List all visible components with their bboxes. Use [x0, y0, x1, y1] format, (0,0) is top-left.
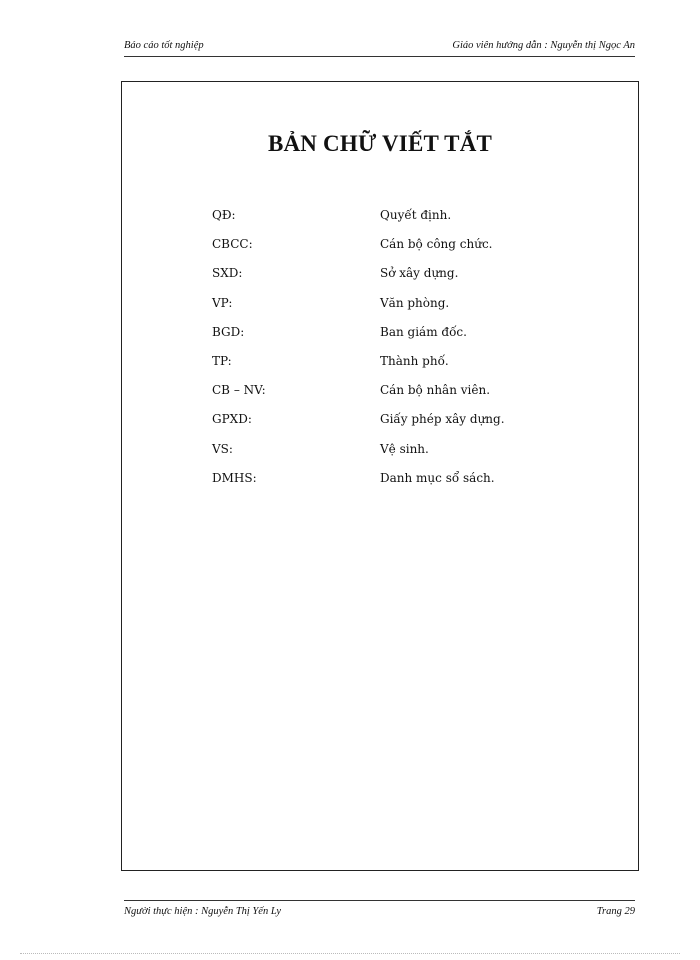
- abbreviation-row: [212, 293, 572, 322]
- abbreviation-meaning: Giấy phép xây dựng.: [380, 412, 505, 427]
- abbreviation-code: CBCC:: [212, 237, 253, 252]
- page-footer: [124, 906, 635, 924]
- abbreviation-meaning: Thành phố.: [380, 353, 449, 368]
- abbreviation-row: [212, 263, 572, 292]
- abbreviation-code: GPXD:: [212, 412, 252, 427]
- abbreviation-meaning: Ban giám đốc.: [380, 324, 467, 339]
- abbreviation-code: DMHS:: [212, 470, 257, 485]
- header-advisor: Giáo viên hướng dẫn : Nguyễn thị Ngọc An: [452, 40, 635, 51]
- abbreviation-meaning: Cán bộ công chức.: [380, 237, 493, 252]
- abbreviation-meaning: Văn phòng.: [380, 295, 450, 310]
- abbreviation-meaning: Sở xây dựng.: [380, 266, 459, 281]
- abbreviation-row: [212, 205, 572, 234]
- abbreviation-row: [212, 322, 572, 351]
- abbreviation-code: CB – NV:: [212, 383, 266, 398]
- header-report-title: Báo cáo tốt nghiệp: [124, 40, 204, 51]
- abbreviation-code: QĐ:: [212, 208, 236, 222]
- abbreviation-row: [212, 439, 572, 468]
- abbreviation-row: [212, 351, 572, 380]
- abbreviation-meaning: Vệ sinh.: [380, 441, 429, 456]
- abbreviation-row: [212, 234, 572, 263]
- abbreviation-row: [212, 380, 572, 409]
- footer-divider: [124, 900, 635, 901]
- header-divider: [124, 56, 635, 57]
- abbreviation-code: VP:: [212, 295, 233, 310]
- abbreviation-code: SXD:: [212, 266, 243, 281]
- abbreviation-row: [212, 409, 572, 438]
- abbreviation-row: [212, 468, 572, 497]
- abbreviation-meaning: Cán bộ nhân viên.: [380, 383, 491, 398]
- page-bottom-dotted-line: [20, 953, 680, 954]
- page-title: BẢN CHỮ VIẾT TẮT: [267, 131, 493, 156]
- abbreviation-code: TP:: [212, 353, 232, 368]
- abbreviation-meaning: Quyết định.: [380, 208, 452, 222]
- footer-page-number: Trang 29: [596, 906, 635, 917]
- abbreviation-meaning: Danh mục sổ sách.: [380, 470, 495, 485]
- abbreviation-list: [212, 205, 572, 497]
- footer-author: Người thực hiện : Nguyễn Thị Yến Ly: [124, 906, 282, 917]
- abbreviation-code: BGD:: [212, 324, 245, 339]
- abbreviation-code: VS:: [212, 441, 233, 456]
